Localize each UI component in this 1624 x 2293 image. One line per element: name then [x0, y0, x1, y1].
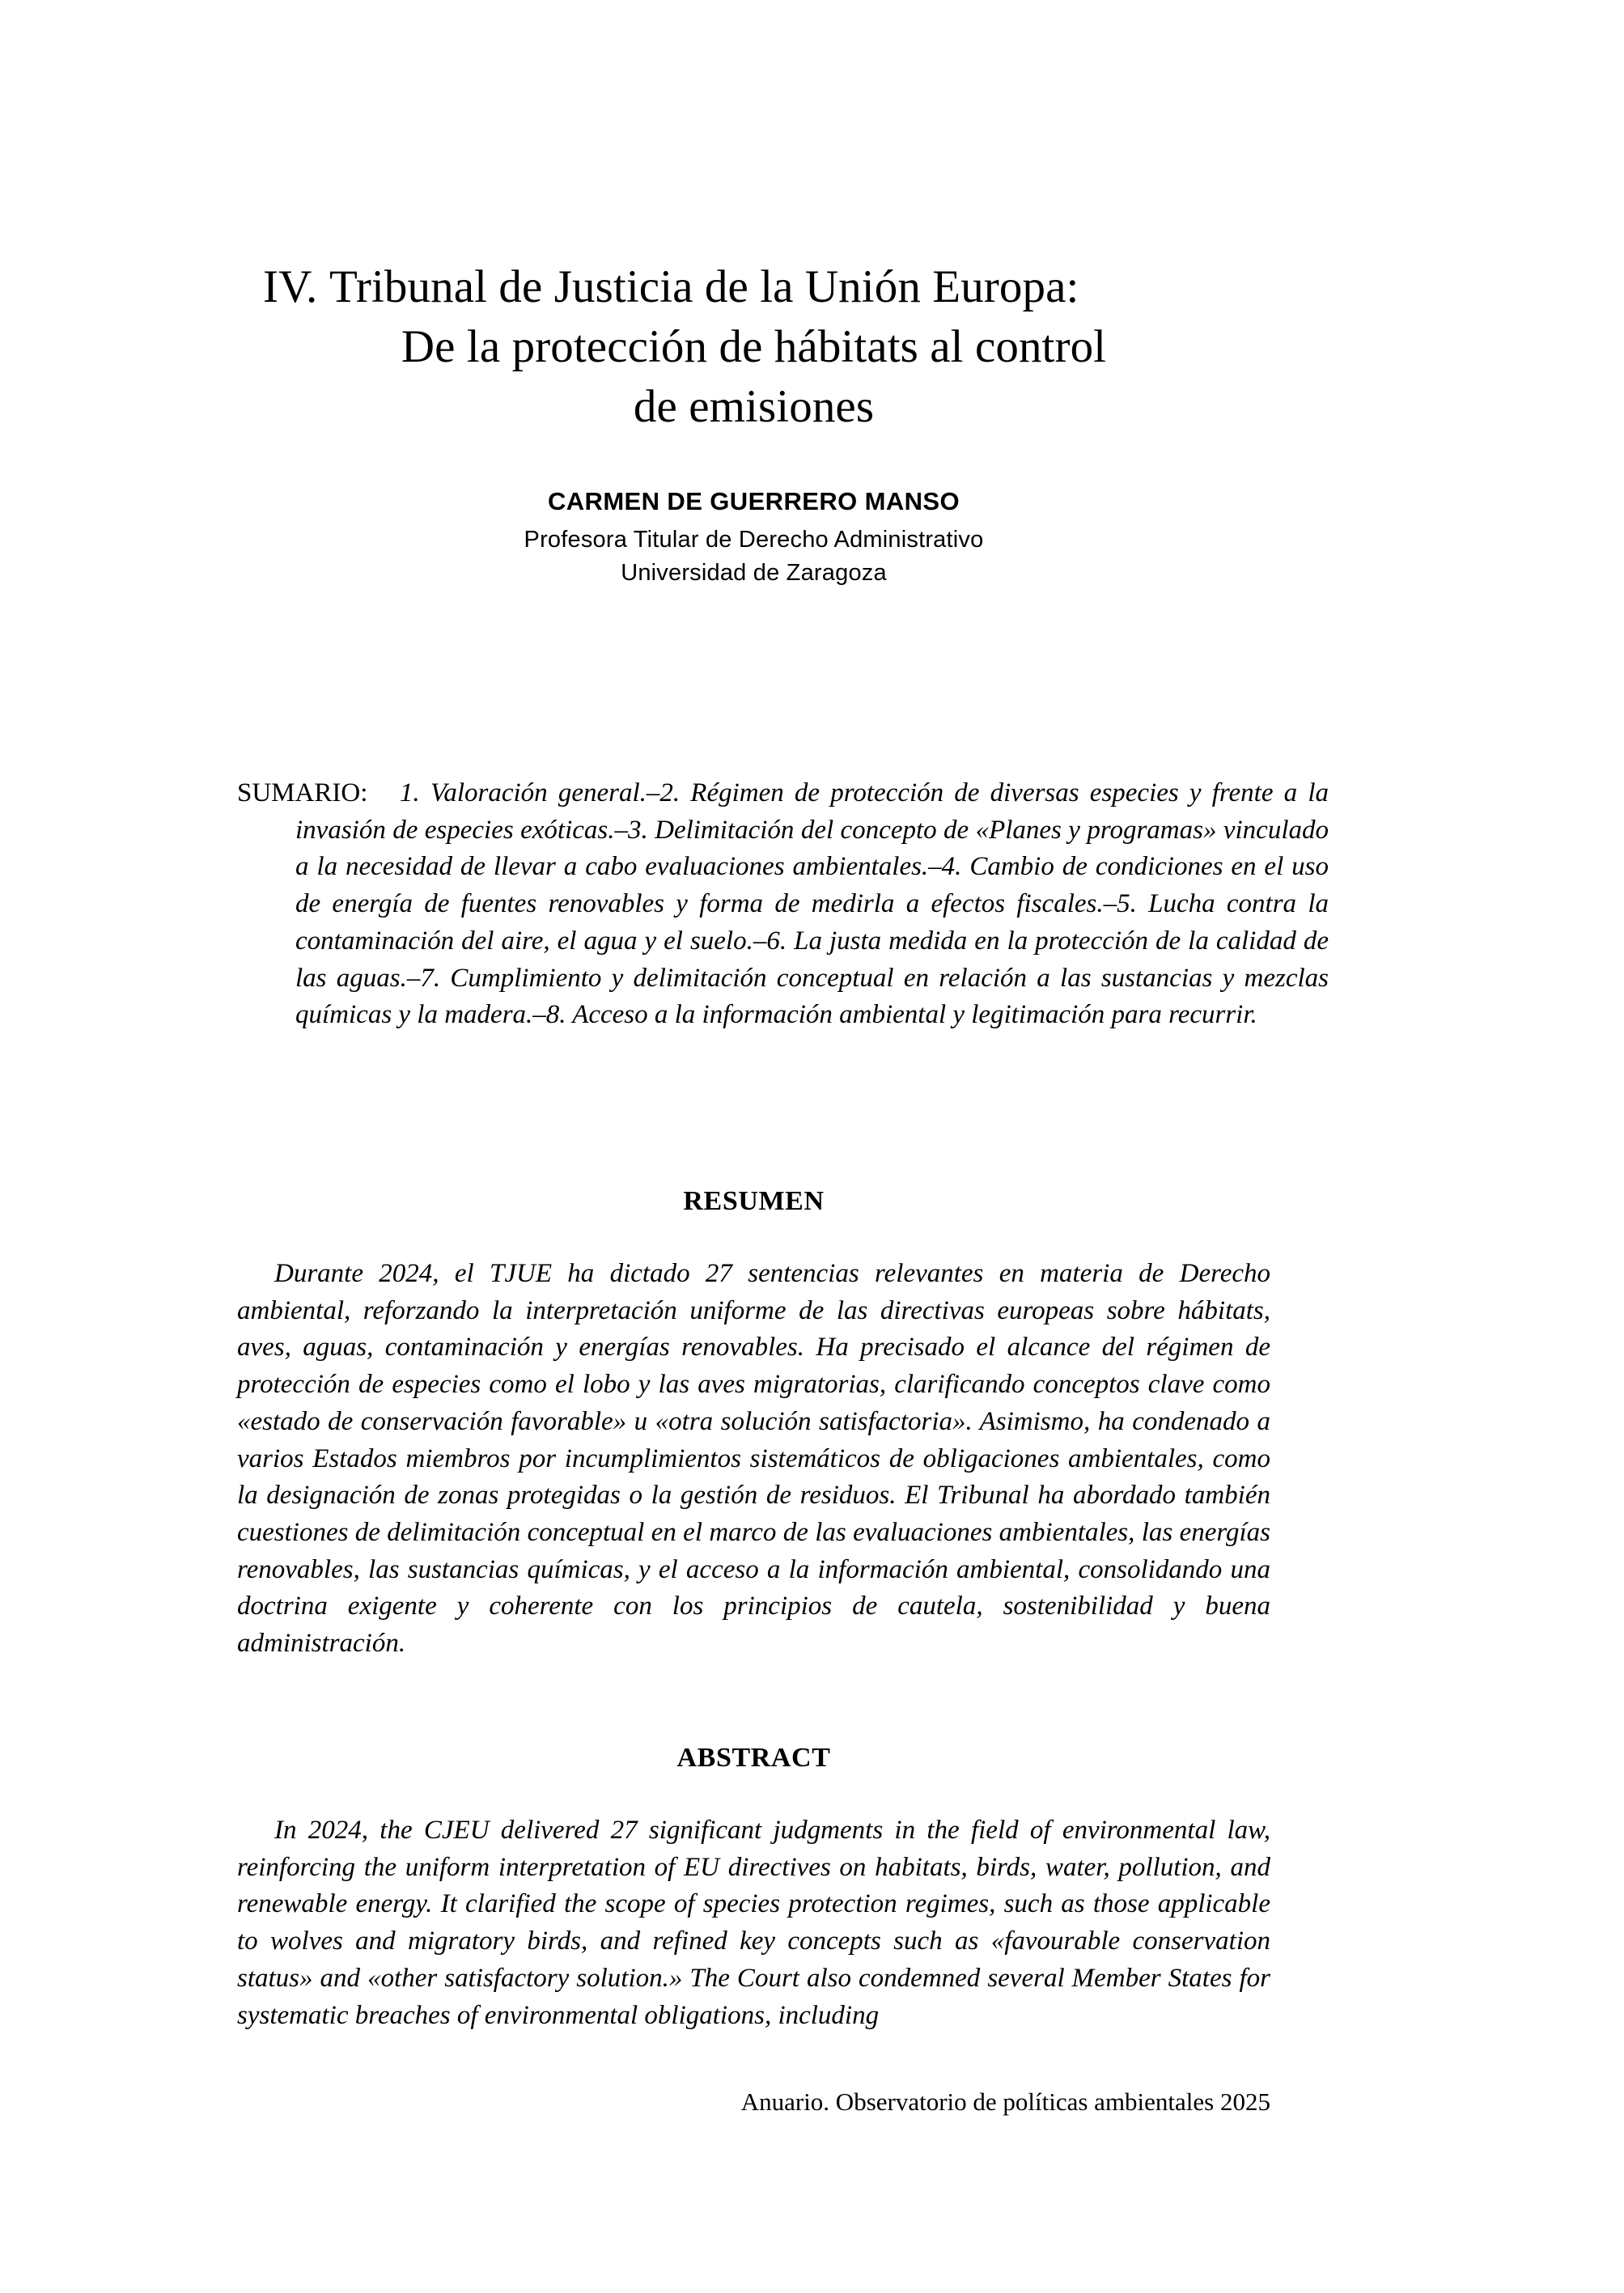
sumario-spacer	[367, 778, 400, 807]
title-line-2: De la protección de hábitats al control	[401, 321, 1107, 373]
author-name: CARMEN DE GUERRERO MANSO	[547, 487, 960, 515]
title-line-1-text: Tribunal de Justicia de la Unión Europa:	[329, 261, 1079, 312]
author-affiliation: Universidad de Zaragoza	[621, 559, 887, 586]
author-block	[237, 485, 1270, 589]
title-line-1	[237, 257, 1270, 317]
abstract-heading: ABSTRACT	[676, 1743, 831, 1773]
author-role: Profesora Titular de Derecho Administrativo	[524, 526, 984, 553]
page-title	[237, 257, 1270, 437]
sumario-block	[237, 775, 1329, 1034]
sumario-label: SUMARIO:	[237, 778, 368, 807]
sumario-text: 1. Valoración general.–2. Régimen de protección de diversas especies y frente a la invasión de especies exóticas.–3. Delimitación del concepto de «Planes y programas» vinculado a la necesidad de llevar a cabo evaluaciones ambientales.–4. Cambio de condiciones en el uso de energía de fuentes renovables y forma de medirla a efectos fiscales.–5. Lucha contra la contaminación del aire, el agua y el suelo.–6. La justa medida en la protección de la calidad de las aguas.–7. Cumplimiento y delimitación conceptual en relación a las sustancias y mezclas químicas y la madera.–8. Acceso a la información ambiental y legitimación para recurrir.	[295, 778, 1329, 1030]
abstract-body: In 2024, the CJEU delivered 27 significant judgments in the field of environmental law, reinforcing the uniform interpretation of EU directives on habitats, birds, water, pollution, and renewable energy. It clarified the scope of species protection regimes, such as those applicable to wolves and migratory birds, and refined key concepts such as «favourable conservation status» and «other satisfactory solution.» The Court also condemned several Member States for systematic breaches of environmental obligations, including	[237, 1816, 1270, 2030]
resumen-body: Durante 2024, el TJUE ha dictado 27 sentencias relevantes en materia de Derecho ambiental, reforzando la interpretación uniforme de las directivas europeas sobre hábitats, aves, aguas, contaminación y energías renovables. Ha precisado el alcance del régimen de protección de especies como el lobo y las aves migratorias, clarificando conceptos clave como «estado de conservación favorable» u «otra solución satisfactoria». Asimismo, ha condenado a varios Estados miembros por incumplimientos sistemáticos de obligaciones ambientales, como la designación de zonas protegidas o la gestión de residuos. El Tribunal ha abordado también cuestiones de delimitación conceptual en el marco de las evaluaciones ambientales, las energías renovables, las sustancias químicas, y el acceso a la información ambiental, consolidando una doctrina exigente y coherente con los principios de cautela, sostenibilidad y buena administración.	[237, 1259, 1270, 1659]
title-line-3: de emisiones	[633, 381, 875, 433]
page-footer: Anuario. Observatorio de políticas ambientales 2025	[740, 2087, 1270, 2116]
title-section-number: IV.	[263, 261, 318, 312]
resumen-heading: RESUMEN	[683, 1186, 825, 1216]
